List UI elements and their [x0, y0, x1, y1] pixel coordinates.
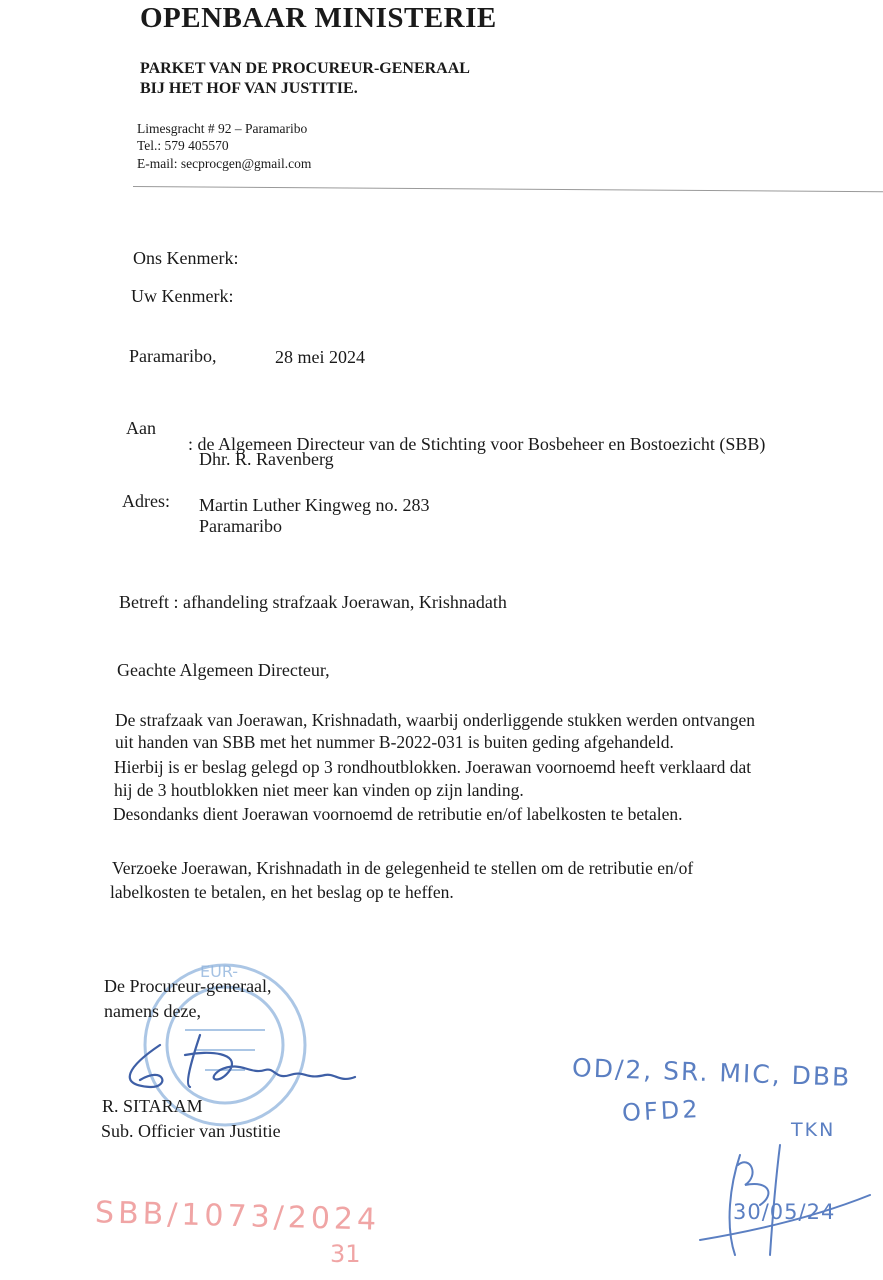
body-paragraph-1-line-1: De strafzaak van Joerawan, Krishnadath, waarbij onderliggende stukken werden ontvangen [115, 710, 755, 730]
handwritten-routing-line-1: OD/2, SR. MIC, DBB [571, 1053, 852, 1092]
department-line-2: BIJ HET HOF VAN JUSTITIE. [140, 80, 358, 97]
address-line-2: Paramaribo [199, 516, 282, 536]
address-label: Adres: [122, 491, 170, 511]
contact-phone: Tel.: 579 405570 [137, 138, 229, 153]
salutation: Geachte Algemeen Directeur, [117, 660, 330, 680]
recipient-line-1: : de Algemeen Directeur van de Stichting voor Bosbeheer en Bostoezicht (SBB) [188, 434, 766, 454]
your-reference-label: Uw Kenmerk: [131, 286, 234, 306]
body-paragraph-2-line-2: labelkosten te betalen, en het beslag op te heffen. [110, 882, 454, 902]
body-paragraph-2-line-1: Verzoeke Joerawan, Krishnadath in de gelegenheid te stellen om de retributie en/of [112, 858, 694, 878]
date-place: Paramaribo, [129, 346, 217, 366]
svg-text:EUR-: EUR- [200, 962, 239, 981]
department-line-1: PARKET VAN DE PROCUREUR-GENERAAL [140, 60, 470, 77]
signer-title: Sub. Officier van Justitie [101, 1121, 281, 1141]
handwritten-initials: TKN [791, 1119, 836, 1141]
letterhead-divider [133, 186, 883, 192]
handwritten-extra-number: 31 [330, 1240, 361, 1268]
recipient-label: Aan [126, 418, 156, 438]
body-paragraph-1-line-4: hij de 3 houtblokken niet meer kan vinden op zijn landing. [114, 780, 524, 800]
letter-date: 28 mei 2024 [275, 347, 365, 367]
subject-line: Betreft : afhandeling strafzaak Joerawan, Krishnadath [119, 592, 507, 612]
contact-address: Limesgracht # 92 – Paramaribo [137, 121, 308, 136]
contact-email: E-mail: secprocgen@gmail.com [137, 156, 312, 171]
address-line-1: Martin Luther Kingweg no. 283 [199, 495, 430, 515]
organization-name: OPENBAAR MINISTERIE [140, 2, 497, 34]
handwritten-reference-number: SBB/1073/2024 [94, 1195, 381, 1238]
handwritten-routing-line-2: OFD2 [621, 1094, 702, 1128]
handwritten-date: 30/05/24 [733, 1200, 836, 1224]
body-paragraph-1-line-5: Desondanks dient Joerawan voornoemd de retributie en/of labelkosten te betalen. [113, 804, 683, 824]
body-paragraph-1-line-2: uit handen van SBB met het nummer B-2022-031 is buiten geding afgehandeld. [115, 732, 674, 752]
closing-line-1: De Procureur-generaal, [104, 976, 272, 996]
handwritten-signature [90, 1025, 370, 1105]
body-paragraph-1-line-3: Hierbij is er beslag gelegd op 3 rondhoutblokken. Joerawan voornoemd heeft verklaard dat [114, 757, 752, 777]
recipient-line-2: Dhr. R. Ravenberg [199, 449, 334, 469]
closing-line-2: namens deze, [104, 1001, 201, 1021]
our-reference-label: Ons Kenmerk: [133, 248, 239, 268]
signer-name: R. SITARAM [102, 1096, 203, 1116]
